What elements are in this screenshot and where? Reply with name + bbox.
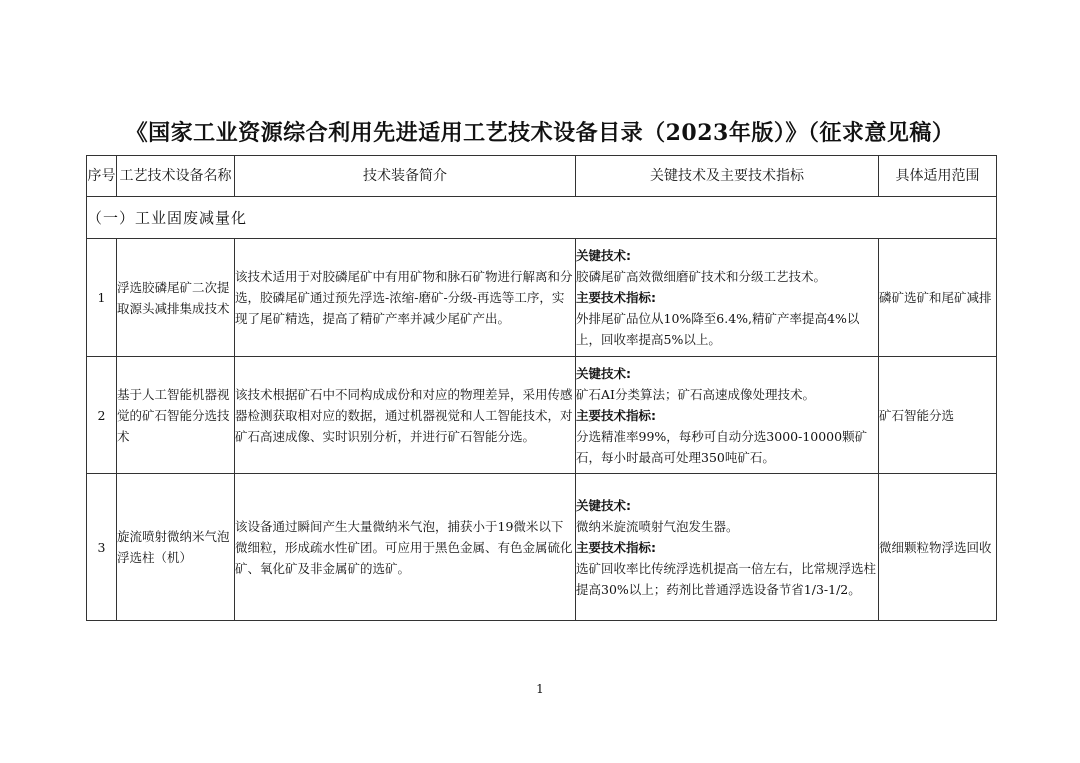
key-technology-label: 关键技术: <box>576 497 631 513</box>
key-technology-text: 矿石AI分类算法；矿石高速成像处理技术。 <box>576 386 815 402</box>
page-number: 1 <box>536 682 544 696</box>
key-technology-cell <box>576 357 879 474</box>
key-technology-label: 关键技术: <box>576 365 631 381</box>
key-technology-cell <box>576 474 879 621</box>
main-index-text: 选矿回收率比传统浮选机提高一倍左右，比常规浮选柱提高30%以上；药剂比普通浮选设备节省1/3-1/2。 <box>576 560 877 597</box>
key-technology-cell <box>576 239 879 357</box>
header-application-scope: 具体适用范围 <box>879 156 997 197</box>
section-row <box>87 197 997 239</box>
header-equipment-name: 工艺技术设备名称 <box>117 156 235 197</box>
equipment-name: 旋流喷射微纳米气泡浮选柱（机） <box>117 474 235 621</box>
key-technology-label: 关键技术: <box>576 248 631 263</box>
technology-intro: 该设备通过瞬间产生大量微纳米气泡，捕获小于19微米以下微细粒，形成疏水性矿团。可应用于黑色金属、有色金属硫化矿、氧化矿及非金属矿的选矿。 <box>235 474 576 621</box>
main-index-text: 分选精准率99%，每秒可自动分选3000-10000颗矿石，每小时最高可处理350吨矿石。 <box>576 428 868 465</box>
table-header-row <box>87 156 997 197</box>
table-row <box>87 239 997 357</box>
key-technology-text: 微纳米旋流喷射气泡发生器。 <box>576 518 739 534</box>
header-technology-intro: 技术装备简介 <box>235 156 576 197</box>
row-number: 2 <box>87 357 117 474</box>
main-index-label: 主要技术指标: <box>576 539 656 555</box>
document-title: 《国家工业资源综合利用先进适用工艺技术设备目录（2023年版）》（征求意见稿） <box>125 120 955 146</box>
main-index-label: 主要技术指标: <box>576 407 656 423</box>
table-row <box>87 474 997 621</box>
key-technology-text: 胶磷尾矿高效微细磨矿技术和分级工艺技术。 <box>576 269 827 284</box>
technology-intro: 该技术根据矿石中不同构成成份和对应的物理差异，采用传感器检测获取相对应的数据，通过机器视觉和人工智能技术，对矿石高速成像、实时识别分析，并进行矿石智能分选。 <box>235 357 576 474</box>
main-index-text: 外排尾矿品位从10%降至6.4%,精矿产率提高4%以上，回收率提高5%以上。 <box>576 311 860 347</box>
technology-intro: 该技术适用于对胶磷尾矿中有用矿物和脉石矿物进行解离和分选，胶磷尾矿通过预先浮选-浓缩-磨矿-分级-再选等工序，实现了尾矿精选，提高了精矿产率并减少尾矿产出。 <box>235 239 576 357</box>
application-scope: 磷矿选矿和尾矿减排 <box>879 239 997 357</box>
equipment-name: 浮选胶磷尾矿二次提取源头减排集成技术 <box>117 239 235 357</box>
application-scope: 微细颗粒物浮选回收 <box>879 474 997 621</box>
main-index-label: 主要技术指标: <box>576 290 656 305</box>
row-number: 3 <box>87 474 117 621</box>
section-title: （一）工业固废减量化 <box>87 197 997 239</box>
equipment-name: 基于人工智能机器视觉的矿石智能分选技术 <box>117 357 235 474</box>
row-number: 1 <box>87 239 117 357</box>
header-key-technology: 关键技术及主要技术指标 <box>576 156 879 197</box>
application-scope: 矿石智能分选 <box>879 357 997 474</box>
table-row <box>87 357 997 474</box>
technology-catalog-table <box>86 155 997 621</box>
header-serial-number: 序号 <box>87 156 117 197</box>
